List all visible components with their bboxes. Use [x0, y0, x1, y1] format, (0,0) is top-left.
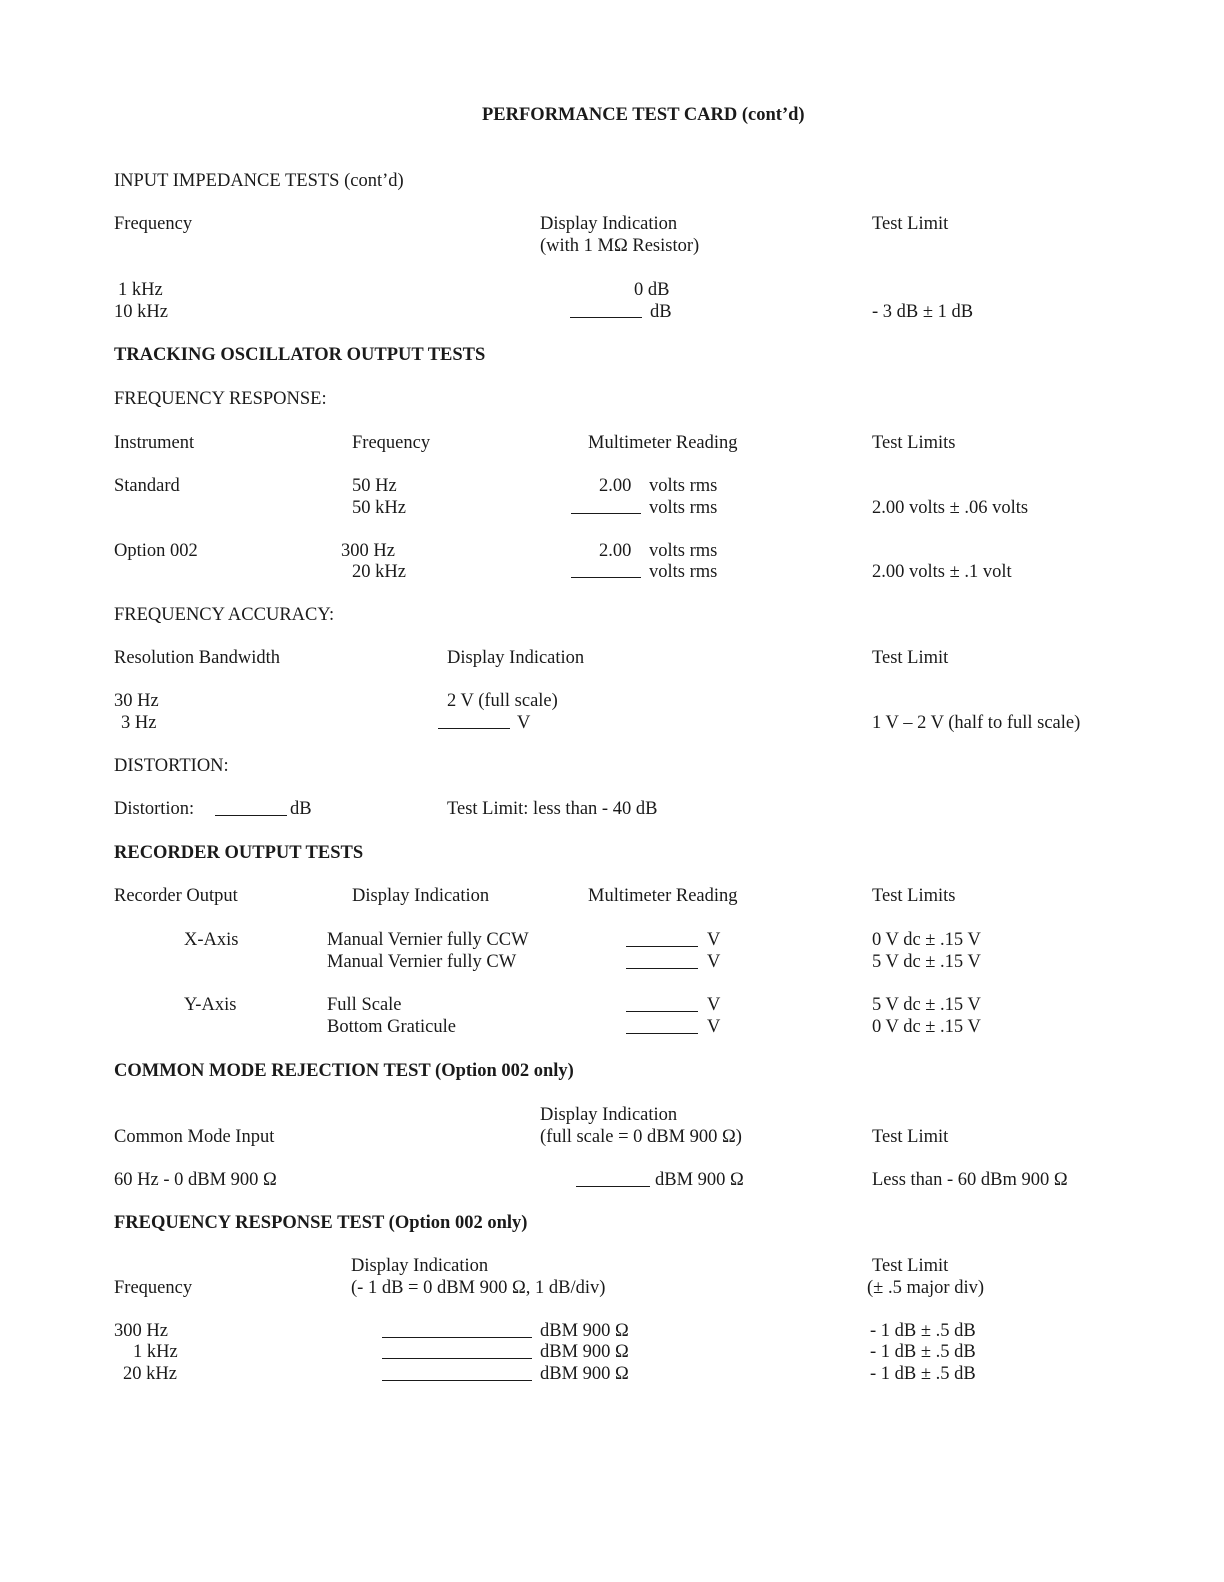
- row-display-value: 0 dB: [634, 280, 670, 300]
- row-test-limit: - 1 dB ± .5 dB: [870, 1342, 976, 1362]
- row-bandwidth: 30 Hz: [114, 691, 159, 711]
- row-test-limit: 5 V dc ± .15 V: [872, 952, 981, 972]
- column-header-display-note: (- 1 dB = 0 dBM 900 Ω, 1 dB/div): [351, 1278, 606, 1298]
- row-test-limit: 0 V dc ± .15 V: [872, 1017, 981, 1037]
- row-frequency: 20 kHz: [352, 562, 406, 582]
- row-display-indication: Manual Vernier fully CCW: [327, 930, 529, 950]
- column-header-common-mode-input: Common Mode Input: [114, 1127, 275, 1147]
- row-test-limit: - 1 dB ± .5 dB: [870, 1364, 976, 1384]
- row-test-limit: 2.00 volts ± .1 volt: [872, 562, 1012, 582]
- column-header-recorder-output: Recorder Output: [114, 886, 238, 906]
- row-display-unit: V: [517, 713, 531, 733]
- row-display-indication: Manual Vernier fully CW: [327, 952, 517, 972]
- row-reading-value: 2.00: [599, 476, 632, 496]
- blank-entry-line: [571, 513, 641, 514]
- column-header-display-note: (full scale = 0 dBM 900 Ω): [540, 1127, 742, 1147]
- subsection-heading-frequency-accuracy: FREQUENCY ACCURACY:: [114, 605, 335, 625]
- row-reading-unit: volts rms: [649, 562, 718, 582]
- row-reading-value: 2.00: [599, 541, 632, 561]
- section-heading-tracking-oscillator: TRACKING OSCILLATOR OUTPUT TESTS: [114, 345, 486, 365]
- page-title: PERFORMANCE TEST CARD (cont’d): [482, 105, 805, 125]
- blank-entry-line: [626, 946, 698, 947]
- column-header-frequency: Frequency: [114, 1278, 193, 1298]
- row-unit: dBM 900 Ω: [540, 1364, 629, 1384]
- axis-label-y: Y-Axis: [184, 995, 237, 1015]
- column-header-display-note: (with 1 MΩ Resistor): [540, 236, 700, 256]
- subsection-heading-frequency-response: FREQUENCY RESPONSE:: [114, 389, 327, 409]
- section-heading-recorder-output: RECORDER OUTPUT TESTS: [114, 843, 364, 863]
- blank-entry-line: [382, 1380, 532, 1381]
- row-test-limit: 2.00 volts ± .06 volts: [872, 498, 1029, 518]
- row-frequency: 50 kHz: [352, 498, 406, 518]
- distortion-label: Distortion:: [114, 799, 195, 819]
- row-frequency: 1 kHz: [133, 1342, 178, 1362]
- blank-entry-line: [626, 1033, 698, 1034]
- column-header-display-indication: Display Indication: [540, 1105, 678, 1125]
- column-header-multimeter-reading: Multimeter Reading: [588, 886, 738, 906]
- column-header-instrument: Instrument: [114, 433, 195, 453]
- row-frequency: 50 Hz: [352, 476, 397, 496]
- row-display-indication: Bottom Graticule: [327, 1017, 456, 1037]
- row-unit: V: [707, 930, 721, 950]
- column-header-test-limits: Test Limits: [872, 433, 956, 453]
- row-test-limit: Less than - 60 dBm 900 Ω: [872, 1170, 1068, 1190]
- row-reading-unit: volts rms: [649, 541, 718, 561]
- section-heading-common-mode-rejection: COMMON MODE REJECTION TEST (Option 002 only): [114, 1061, 574, 1081]
- row-test-limit: 1 V – 2 V (half to full scale): [872, 713, 1081, 733]
- blank-entry-line: [576, 1186, 650, 1187]
- column-header-display-indication: Display Indication: [447, 648, 585, 668]
- column-header-multimeter-reading: Multimeter Reading: [588, 433, 738, 453]
- row-frequency: 1 kHz: [118, 280, 163, 300]
- row-display-unit: dB: [650, 302, 672, 322]
- column-header-test-limit: Test Limit: [872, 1256, 949, 1276]
- row-reading-unit: volts rms: [649, 498, 718, 518]
- row-input: 60 Hz - 0 dBM 900 Ω: [114, 1170, 277, 1190]
- column-header-test-limit: Test Limit: [872, 1127, 949, 1147]
- column-header-test-limit-note: (± .5 major div): [867, 1278, 985, 1298]
- row-test-limit: - 3 dB ± 1 dB: [872, 302, 974, 322]
- row-unit: V: [707, 995, 721, 1015]
- distortion-unit: dB: [290, 799, 312, 819]
- axis-label-x: X-Axis: [184, 930, 239, 950]
- blank-entry-line: [571, 577, 641, 578]
- row-frequency: 300 Hz: [114, 1321, 168, 1341]
- row-unit: V: [707, 952, 721, 972]
- row-unit: V: [707, 1017, 721, 1037]
- row-reading-unit: volts rms: [649, 476, 718, 496]
- row-display-value: 2 V (full scale): [447, 691, 558, 711]
- column-header-display-indication: Display Indication: [351, 1256, 489, 1276]
- row-test-limit: - 1 dB ± .5 dB: [870, 1321, 976, 1341]
- blank-entry-line: [215, 815, 287, 816]
- column-header-test-limit: Test Limit: [872, 648, 949, 668]
- column-header-test-limit: Test Limit: [872, 214, 949, 234]
- row-unit: dBM 900 Ω: [540, 1321, 629, 1341]
- blank-entry-line: [382, 1337, 532, 1338]
- blank-entry-line: [626, 968, 698, 969]
- column-header-frequency: Frequency: [114, 214, 193, 234]
- blank-entry-line: [382, 1358, 532, 1359]
- section-heading-input-impedance: INPUT IMPEDANCE TESTS (cont’d): [114, 171, 404, 191]
- column-header-test-limits: Test Limits: [872, 886, 956, 906]
- blank-entry-line: [570, 317, 642, 318]
- row-test-limit: 0 V dc ± .15 V: [872, 930, 981, 950]
- column-header-display-indication: Display Indication: [352, 886, 490, 906]
- blank-entry-line: [438, 728, 510, 729]
- instrument-standard: Standard: [114, 476, 180, 496]
- row-frequency: 10 kHz: [114, 302, 168, 322]
- row-frequency: 300 Hz: [341, 541, 395, 561]
- row-display-indication: Full Scale: [327, 995, 402, 1015]
- row-unit: dBM 900 Ω: [655, 1170, 744, 1190]
- subsection-heading-distortion: DISTORTION:: [114, 756, 229, 776]
- section-heading-frequency-response-test: FREQUENCY RESPONSE TEST (Option 002 only): [114, 1213, 528, 1233]
- column-header-frequency: Frequency: [352, 433, 431, 453]
- column-header-display-indication: Display Indication: [540, 214, 678, 234]
- row-bandwidth: 3 Hz: [121, 713, 157, 733]
- row-frequency: 20 kHz: [123, 1364, 177, 1384]
- row-unit: dBM 900 Ω: [540, 1342, 629, 1362]
- row-test-limit: 5 V dc ± .15 V: [872, 995, 981, 1015]
- distortion-test-limit: Test Limit: less than - 40 dB: [447, 799, 658, 819]
- blank-entry-line: [626, 1011, 698, 1012]
- column-header-resolution-bandwidth: Resolution Bandwidth: [114, 648, 280, 668]
- instrument-option-002: Option 002: [114, 541, 198, 561]
